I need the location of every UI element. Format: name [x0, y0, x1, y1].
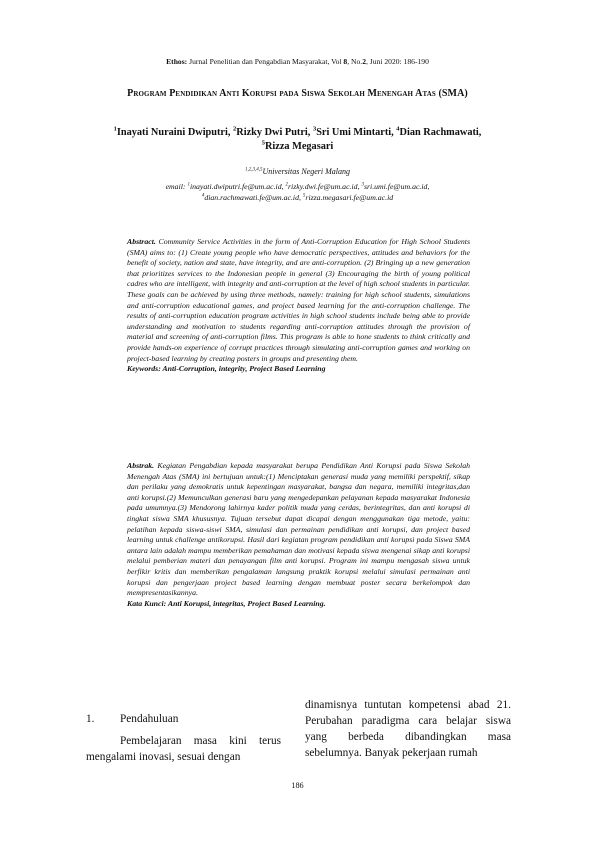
author-sep: , [307, 127, 313, 138]
journal-info: Jurnal Penelitian dan Pengabdian Masyarakat, Vol [187, 57, 344, 66]
author-list [100, 126, 495, 154]
abstract-text: Community Service Activities in the form of Anti-Corruption Education for High School Students (SMA) aims to: (1) Create young people who have democratic perspectives, attitudes and behaviors for the benefit of society, nation and state, have integrity, and are anti-corruption. (2) Bringing up a new generation that prioritizes services to the Indonesian people in general (3) Encouraging the birth of young political cadres who are intelligent, with integrity and anti-corruption at the level of high school students in particular. These goals can be achieved by using three methods, namely: training for high school students, simulations and anti-corruption educational games, and project based learning for the anti-corruption challenge. The results of anti-corruption education program activities in high school students include being able to provide understanding and motivation to students regarding anti-corruption attitudes through the provision of material and screening of anti-corruption films. This program is able to hone students to think critically and provide hands-on experience of corrupt practices through simulating anti-corruption games and working on project-based learning by creating posters in groups and presenting them. [127, 237, 470, 363]
email-sup: 1 [187, 182, 190, 188]
paper-title: Program Pendidikan Anti Korupsi pada Siswa Sekolah Menengah Atas (SMA) [127, 88, 468, 99]
author-sup: 1 [113, 125, 117, 133]
author-name: Rizza Megasari [264, 141, 334, 152]
author-sup: 4 [396, 125, 400, 133]
email-link[interactable]: rizky.dwi.fe@um.ac.id [288, 182, 358, 191]
email-label: email: [165, 182, 188, 191]
email-link[interactable]: inayati.dwiputri.fe@um.ac.id [189, 182, 282, 191]
email-sup: 4 [201, 193, 205, 199]
body-paragraph: dinamisnya tuntutan kompetensi abad 21. Perubahan paradigma cara belajar siswa yang berbeda dibandingkan masa sebelumnya. Banyak pekerjaan rumah [305, 699, 511, 759]
email-sep: , [427, 182, 430, 191]
body-column-right [305, 697, 511, 761]
journal-date-pages: , Juni 2020: 186-190 [366, 57, 429, 66]
keywords: Keywords: Anti-Corruption, integrity, Project Based Learning [127, 364, 326, 374]
author-name: Rizky Dwi Putri [236, 127, 308, 138]
email-sep: , [281, 182, 286, 191]
email-sep: , [299, 193, 303, 202]
kata-kunci: Kata Kunci: Anti Korupsi, integritas, Project Based Learning. [127, 598, 326, 608]
email-sup: 5 [302, 193, 306, 199]
page-number: 186 [291, 781, 304, 790]
body-paragraph: Pembelajaran masa kini terus mengalami inovasi, sesuai dengan [86, 735, 281, 763]
email-link[interactable]: dian.rachmawati.fe@um.ac.id [204, 193, 299, 202]
affiliation [0, 167, 595, 176]
author-name: Sri Umi Mintarti [316, 127, 392, 138]
email-list [150, 181, 445, 203]
email-link[interactable]: rizza.megasari.fe@um.ac.id [305, 193, 394, 202]
abstrak-label: Abstrak. [127, 461, 155, 470]
journal-info-sep: , No. [347, 57, 363, 66]
affiliation-sup: 1,2,3,4,5 [244, 167, 263, 173]
journal-header [0, 57, 595, 66]
section-number: 1. [86, 713, 95, 725]
author-sup: 2 [233, 125, 237, 133]
abstract-english [127, 237, 470, 375]
author-sep: , [478, 127, 482, 138]
body-column-left [86, 712, 281, 765]
abstract-indonesian [127, 461, 470, 609]
email-link[interactable]: sri.umi.fe@um.ac.id [363, 182, 428, 191]
author-sup: 3 [312, 125, 317, 133]
email-sep: , [357, 182, 362, 191]
affiliation-name: Universitas Negeri Malang [262, 167, 351, 176]
email-sup: 3 [361, 182, 364, 188]
section-title: Pendahuluan [120, 713, 179, 725]
author-sep: , [391, 127, 397, 138]
journal-volume: 8 [343, 57, 348, 66]
abstrak-text: Kegiatan Pengabdian kepada masyarakat berupa Pendidikan Anti Korupsi pada Siswa Sekolah Menengah Atas (SMA) ini bertujuan untuk:(1) Menciptakan generasi muda yang memiliki perspektif, sikap dan perilaku yang demokratis untuk kepentingan masyarakat, bangsa dan negara, memiliki integritas,dan anti korupsi.(2) Memunculkan generasi baru yang mengedepankan pelayanan kepada masyarakat Indonesia pada umumnya.(3) Mendorong lahirnya kader politik muda yang cerdas, berintegritas, dan anti korupsi di tingkat siswa SMA khususnya. Tujuan tersebut dapat dicapai dengan menggunakan tiga metode, yaitu: pelatihan kepada siswa-siswi SMA, simulasi dan permainan pendidikan anti korupsi, dan project based learning untuk challenge antikorupsi. Hasil dari kegiatan program pendidikan anti korupsi pada Siswa SMA antara lain adalah mampu memberikan pemahaman dan motivasi kepada siswa mengenai sikap anti korupsi melalui pemberian materi dan penayangan film anti korupsi. Program ini mampu mengasah siswa untuk berfikir kritis dan memberikan pengalaman langsung praktik korupsi melalui simulasi permainan anti korupsi dan pengerjaan project based learning dengan membuat poster secara berkelompok dan mempresentasikannya. [127, 461, 470, 598]
journal-number: 2 [362, 57, 366, 66]
author-name: Dian Rachmawati [399, 127, 479, 138]
abstract-label: Abstract. [127, 237, 156, 246]
email-sup: 2 [285, 182, 289, 188]
journal-name: Ethos: [166, 57, 188, 66]
author-name: Inayati Nuraini Dwiputri [116, 127, 228, 138]
section-heading [86, 712, 281, 727]
author-sup: 5 [261, 139, 265, 147]
author-sep: , [227, 127, 234, 138]
